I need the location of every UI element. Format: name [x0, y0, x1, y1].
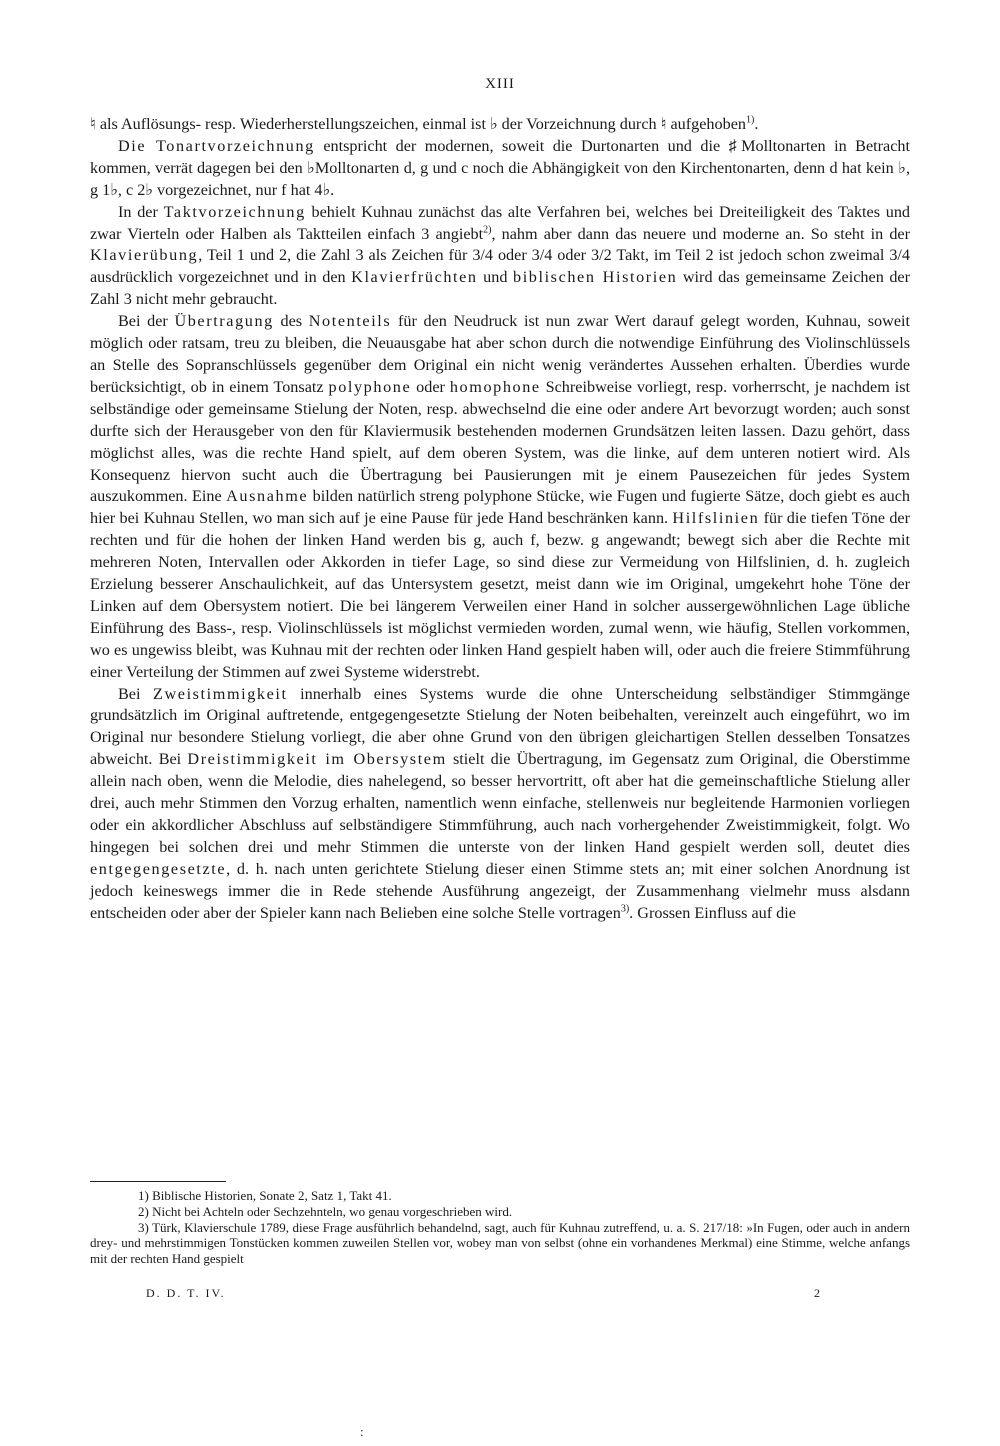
emphasized-term: Notenteils — [308, 312, 392, 331]
text-run: entspricht der modernen, soweit die Durtonarten und die ♯Molltonarten in Betracht kommen, verrät dagegen bei den ♭Molltonarten d, g und c noch die Abhängigkeit von den Kirchentonarten, denn d hat kein ♭, g 1♭, c 2♭ vorgezeichnet, nur f hat 4♭. — [90, 136, 910, 199]
text-run: oder — [411, 377, 450, 396]
signature-mark: D. D. T. IV. — [146, 1286, 226, 1300]
emphasized-term: Dreistimmigkeit im Obersystem — [187, 750, 447, 769]
text-run: Bei — [118, 684, 153, 703]
emphasized-term: Zweistimmigkeit — [153, 684, 288, 703]
text-run: des — [273, 312, 309, 331]
emphasized-term: homophone — [449, 377, 541, 396]
stray-mark: : — [360, 1424, 364, 1439]
text-run: für den Neudruck ist nun zwar Wert darauf gelegt worden, Kuhnau, soweit möglich oder ratsam, treu zu bleiben, die Neuausgabe hat aber schon durch die notwendige Einführung des Violinschlüssels an Stelle des Sopranschlüssels gegenüber dem Original ein nicht wenig verändertes Aussehen erhalten. Überdies wurde berücksichtigt, ob in einem Tonsatz — [90, 312, 911, 396]
paragraph — [90, 136, 910, 202]
text-run: stielt die Übertragung, im Gegensatz zum Original, die Oberstimme allein nach oben, wenn die Melodie, dies nahelegend, so besser hervortritt, oft aber hat die gemeinschaftliche Stielung aller drei, auch mehr Stimmen den Vorzug erhalten, namentlich wenn einfache, stellenweis nur begleitende Harmonien vorliegen oder ein akkordlicher Abschluss auf selbständigere Stimmführung, auch nach vorhergehender Zweistimmigkeit, folgt. Wo hingegen bei solchen drei und mehr Stimmen die unterste von der linken Hand gespielt werden soll, deutet dies — [90, 750, 911, 856]
footnote-ref: 1) — [746, 114, 755, 126]
footnotes — [90, 1188, 910, 1267]
text-run: innerhalb eines Systems wurde die ohne Unterscheidung selbständiger Stimmgänge grundsätzlich im Original auftretende, entgegengesetzte Stielung der Noten beibehalten, vereinzelt auch eingeführt, wo im Original nur besondere Stielung vorliegt, die aber ohne Grund von den übrigen gleichartigen Stellen desselben Tonsatzes abweicht. Bei — [90, 684, 910, 769]
paragraph — [90, 311, 910, 683]
text-run: , d. h. nach unten gerichtete Stielung dieser einen Stimme stets an; mit einer solchen Anordnung ist jedoch keineswegs immer die in Rede stehende Ausführung angezeigt, der Zusammenhang vielmehr muss alsdann entscheiden oder aber der Spieler kann nach Belieben eine solche Stelle vortragen — [90, 859, 910, 922]
text-run: behielt Kuhnau zunächst das alte Verfahren bei, welches bei Dreiteiligkeit des Taktes und zwar Vierteln oder Halben als Taktteilen einfach 3 angiebt — [90, 202, 911, 243]
paragraph — [90, 114, 910, 136]
text-run: ♮ als Auflösungs- resp. Wiederherstellungszeichen, einmal ist ♭ der Vorzeichnung durch ♮ aufgehoben — [90, 115, 746, 133]
emphasized-term: Die Tonartvorzeichnung — [118, 136, 315, 155]
emphasized-term: Klavierübung — [90, 246, 199, 265]
text-run: und — [477, 268, 513, 287]
footnote: 1) Biblische Historien, Sonate 2, Satz 1, Takt 41. — [138, 1188, 392, 1203]
paragraph — [90, 684, 910, 925]
emphasized-term: Hilfslinien — [672, 509, 760, 528]
emphasized-term: Ausnahme — [226, 487, 309, 506]
text-run: In der — [118, 202, 164, 221]
emphasized-term: Klavierfrüchten — [351, 268, 478, 287]
emphasized-term: biblischen Historien — [513, 268, 678, 287]
paragraph — [90, 202, 910, 312]
footnote-ref: 3) — [620, 903, 630, 915]
text-run: bilden natürlich streng polyphone Stücke, wie Fugen und fugierte Sätze, doch giebt es auch hier bei Kuhnau Stellen, wo man sich auf je eine Pause für jede Hand beschränken kann. — [90, 487, 911, 528]
text-run: , Teil 1 und 2, die Zahl 3 als Zeichen für 3/4 oder 3/4 oder 3/2 Takt, im Teil 2 ist jedoch schon zweimal 3/4 ausdrücklich vorgezeichnet und in den — [90, 246, 910, 287]
text-run: . — [754, 115, 759, 133]
emphasized-term: entgegengesetzte — [90, 859, 227, 878]
text-run: wird das gemeinsame Zeichen der Zahl 3 nicht mehr gebraucht. — [90, 268, 910, 309]
text-run: , nahm aber dann das neuere und moderne an. So steht in der — [491, 224, 910, 243]
footnote: 3) Türk, Klavierschule 1789, diese Frage ausführlich behandelnd, sagt, auch für Kuhnau zutreffend, u. a. S. 217/18: »In Fugen, oder auch in andern drey- und mehrstimmigen Tonstücken kommen zuweilen Stellen vor, wobey man von selbst (ohne ein vorhandenes Merkmal) eine Stimme, welche anfangs mit der rechten Hand gespielt — [90, 1219, 910, 1267]
sheet-number: 2 — [814, 1286, 820, 1300]
text-run: . Grossen Einfluss auf die — [629, 903, 796, 922]
footnote: 2) Nicht bei Achteln oder Sechzehnteln, wo genau vorgeschrieben wird. — [138, 1203, 513, 1219]
text-run: Bei der — [118, 312, 175, 331]
emphasized-term: polyphone — [328, 377, 412, 396]
text-run: Schreibweise vorliegt, resp. vorherrscht, je nachdem ist selbständige oder gemeinsame Stielung der Noten, resp. abwechselnd die eine oder andere Art bevorzugt worden; auch sonst durfte sich der Herausgeber von den für Klaviermusik bestehenden modernen Grundsätzen leiten lassen. Dazu gehört, dass möglichst alles, was die rechte Hand spielt, auf dem oberen System, was die linke, auf dem unteren notiert wird. Als Konsequenz hiervon sucht auch die Übertragung bei Pausierungen mit je einem Pausezeichen für jedes System auszukommen. Eine — [90, 377, 911, 506]
body-text — [90, 114, 910, 925]
emphasized-term: Übertragung — [174, 312, 274, 331]
footnote-ref: 2) — [483, 224, 492, 236]
text-run: für die tiefen Töne der rechten und für die hohen der linken Hand werden bis g, auch f, bezw. g angewandt; bewegt sich aber die Rechte mit mehreren Noten, Intervallen oder Akkorden in tiefer Lage, so sind diese zur Vermeidung von Hilfslinien, d. h. zugleich Erzielung besserer Anschaulichkeit, auf das Untersystem gesetzt, meist dann wie im Original, umgekehrt hohe Töne der Linken auf dem Obersystem notiert. Die bei längerem Verweilen einer Hand in solcher aussergewöhnlichen Lage übliche Einführung des Bass-, resp. Violinschlüssels ist möglichst vermieden worden, zumal wenn, wie häufig, Stellen vorkommen, wo es ungewiss bleibt, was Kuhnau mit der rechten oder linken Hand gespielt haben will, oder auch die freiere Stimmführung einer Verteilung der Stimmen auf zwei Systeme widerstrebt. — [90, 509, 910, 681]
footnote-divider — [90, 1181, 226, 1182]
emphasized-term: Taktvorzeichnung — [163, 202, 306, 221]
page-number: XIII — [485, 76, 515, 92]
